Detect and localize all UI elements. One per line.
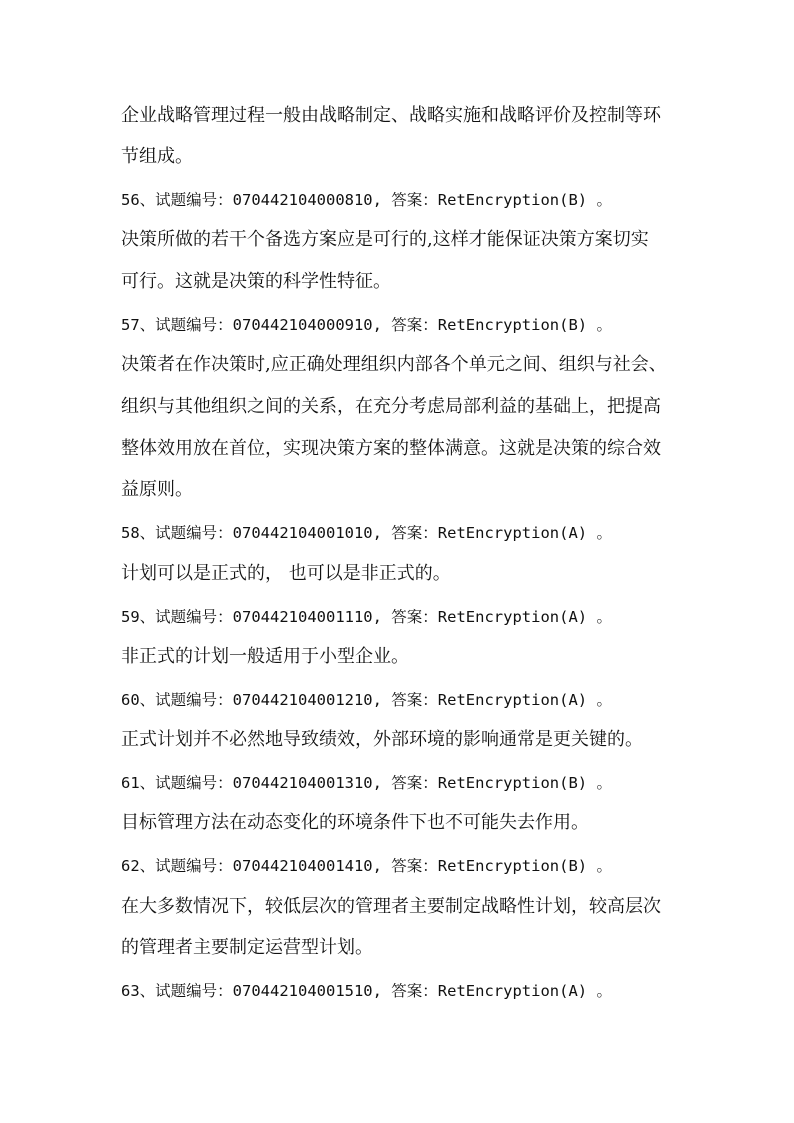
- body-text-line: 的管理者主要制定运营型计划。: [121, 937, 373, 958]
- question-header: 62、试题编号：070442104001410, 答案：RetEncryption(B) 。: [121, 857, 612, 875]
- body-text-line: 决策者在作决策时,应正确处理组织内部各个单元之间、组织与社会、: [121, 354, 667, 375]
- question-header: 56、试题编号：070442104000810, 答案：RetEncryption(B) 。: [121, 191, 612, 209]
- question-header: 63、试题编号：070442104001510, 答案：RetEncryption(A) 。: [121, 982, 612, 1000]
- body-text-line: 整体效用放在首位，实现决策方案的整体满意。这就是决策的综合效: [121, 438, 661, 459]
- body-text-line: 益原则。: [121, 479, 193, 500]
- body-text-line: 企业战略管理过程一般由战略制定、战略实施和战略评价及控制等环: [121, 105, 661, 126]
- body-text-line: 目标管理方法在动态变化的环境条件下也不可能失去作用。: [121, 812, 589, 833]
- question-header: 60、试题编号：070442104001210, 答案：RetEncryption(A) 。: [121, 691, 612, 709]
- body-text-line: 在大多数情况下，较低层次的管理者主要制定战略性计划，较高层次: [121, 896, 661, 917]
- question-header: 57、试题编号：070442104000910, 答案：RetEncryption(B) 。: [121, 316, 612, 334]
- body-text-line: 组织与其他组织之间的关系，在充分考虑局部利益的基础上，把提高: [121, 396, 661, 417]
- body-text-line: 节组成。: [121, 146, 193, 167]
- body-text-line: 非正式的计划一般适用于小型企业。: [121, 646, 409, 667]
- question-header: 58、试题编号：070442104001010, 答案：RetEncryption(A) 。: [121, 524, 612, 542]
- body-text-line: 正式计划并不必然地导致绩效，外部环境的影响通常是更关键的。: [121, 729, 643, 750]
- body-text-line: 可行。这就是决策的科学性特征。: [121, 271, 391, 292]
- body-text-line: 计划可以是正式的， 也可以是非正式的。: [121, 563, 451, 584]
- question-header: 61、试题编号：070442104001310, 答案：RetEncryption(B) 。: [121, 774, 612, 792]
- body-text-line: 决策所做的若干个备选方案应是可行的,这样才能保证决策方案切实: [121, 229, 649, 250]
- question-header: 59、试题编号：070442104001110, 答案：RetEncryption(A) 。: [121, 608, 612, 626]
